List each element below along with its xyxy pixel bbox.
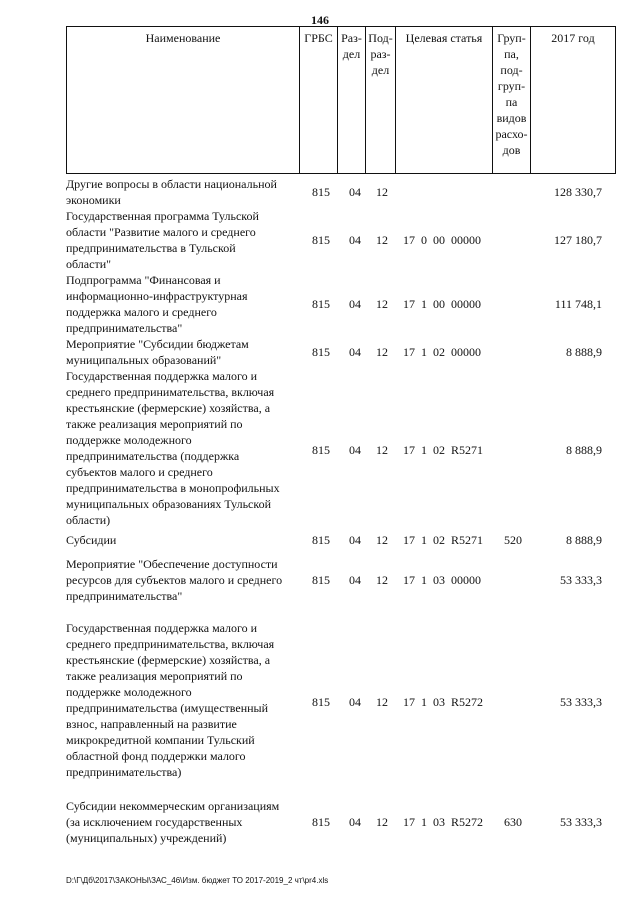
table-header: [66, 26, 616, 174]
row-amount: 128 330,7: [554, 185, 602, 199]
row-amount: 127 180,7: [554, 233, 602, 247]
row-grbs: 815: [312, 573, 330, 587]
table-row: [66, 532, 616, 554]
table-row: [66, 556, 616, 606]
header-name: Наименование: [145, 31, 221, 45]
row-grbs: 815: [312, 233, 330, 247]
file-path-footer: D:\Г\Дб\2017\ЗАКОНЫ\ЗАС_46\Изм. бюджет ТО 2017-2019_2 чт\pr4.xls: [66, 876, 329, 885]
table-row: [66, 798, 616, 848]
header-target: Целевая статья: [395, 27, 492, 173]
row-amount: 53 333,3: [560, 695, 602, 709]
row-name: Субсидии некоммерческим организациям (за исключением государственных (муниципальных) учреждений): [66, 799, 280, 845]
row-target: 17 1 02 00000: [403, 345, 481, 359]
row-grbs: 815: [312, 345, 330, 359]
row-name: Государственная поддержка малого и среднего предпринимательства, включая крестьянские (фермерские) хозяйства, а также реализация мероприятий по поддержке молодежного предпринимательства (имущественный взнос, направленный на развитие микрокредитной компании Тульский областной фонд поддержки малого предпринимательства): [66, 621, 275, 779]
row-razdel: 04: [349, 345, 361, 359]
row-grbs: 815: [312, 695, 330, 709]
header-vid: Груп- па, под- груп- па видов расхо- дов: [492, 27, 530, 173]
row-grbs: 815: [312, 443, 330, 457]
row-name: Мероприятие "Субсидии бюджетам муниципальных образований": [66, 337, 249, 367]
table-row: [66, 620, 616, 782]
row-podrazdel: 12: [376, 233, 388, 247]
row-razdel: 04: [349, 815, 361, 829]
row-name: Другие вопросы в области национальной экономики: [66, 177, 277, 207]
row-grbs: 815: [312, 297, 330, 311]
row-vid: 630: [504, 815, 522, 829]
row-podrazdel: 12: [376, 815, 388, 829]
row-razdel: 04: [349, 443, 361, 457]
row-amount: 8 888,9: [566, 345, 602, 359]
row-razdel: 04: [349, 533, 361, 547]
row-amount: 53 333,3: [560, 815, 602, 829]
row-name: Субсидии: [66, 533, 117, 547]
row-grbs: 815: [312, 533, 330, 547]
row-razdel: 04: [349, 573, 361, 587]
page-number: 146: [311, 13, 329, 27]
row-target: 17 1 03 R5272: [403, 815, 484, 829]
row-target: 17 1 03 00000: [403, 573, 481, 587]
table-row: [66, 208, 616, 272]
row-amount: 8 888,9: [566, 533, 602, 547]
row-razdel: 04: [349, 185, 361, 199]
header-year: 2017 год: [530, 27, 615, 173]
table-row: [66, 336, 616, 368]
row-podrazdel: 12: [376, 573, 388, 587]
row-podrazdel: 12: [376, 533, 388, 547]
row-razdel: 04: [349, 695, 361, 709]
row-name: Государственная поддержка малого и среднего предпринимательства, включая крестьянские (фермерские) хозяйства, а также реализация мероприятий по поддержке молодежного предпринимательства (поддержка субъектов малого и среднего предпринимательства в монопрофильных муниципальных образованиях Тульской области): [66, 369, 280, 527]
row-amount: 53 333,3: [560, 573, 602, 587]
row-name: Государственная программа Тульской области "Развитие малого и среднего предпринимательства в Тульской области": [66, 209, 259, 271]
header-grbs: ГРБС: [299, 27, 337, 173]
row-target: 17 1 00 00000: [403, 297, 481, 311]
row-target: 17 1 02 R5271: [403, 533, 484, 547]
row-podrazdel: 12: [376, 443, 388, 457]
header-razdel: Раз- дел: [337, 27, 365, 173]
row-amount: 8 888,9: [566, 443, 602, 457]
row-name: Подпрограмма "Финансовая и информационно-инфраструктурная поддержка малого и среднего предпринимательства": [66, 273, 248, 335]
row-target: 17 0 00 00000: [403, 233, 481, 247]
row-grbs: 815: [312, 185, 330, 199]
table-row: [66, 176, 616, 208]
table-row: [66, 272, 616, 336]
header-podrazdel: Под- раз- дел: [365, 27, 395, 173]
row-razdel: 04: [349, 233, 361, 247]
table-row: [66, 368, 616, 530]
row-razdel: 04: [349, 297, 361, 311]
row-podrazdel: 12: [376, 345, 388, 359]
row-vid: 520: [504, 533, 522, 547]
row-grbs: 815: [312, 815, 330, 829]
row-podrazdel: 12: [376, 695, 388, 709]
row-target: 17 1 03 R5272: [403, 695, 484, 709]
row-name: Мероприятие "Обеспечение доступности ресурсов для субъектов малого и среднего предпринимательства": [66, 557, 283, 603]
row-target: 17 1 02 R5271: [403, 443, 484, 457]
row-podrazdel: 12: [376, 185, 388, 199]
row-podrazdel: 12: [376, 297, 388, 311]
row-amount: 111 748,1: [554, 297, 602, 311]
